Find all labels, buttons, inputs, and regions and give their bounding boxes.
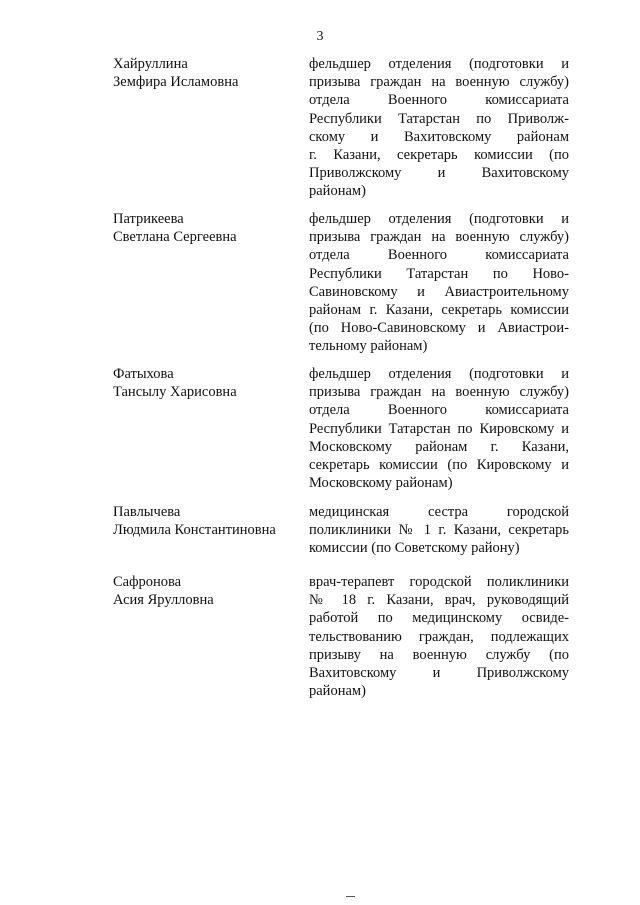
role-line: Республики Татарстан по Приволж- <box>309 110 569 127</box>
role-line: Республики Татарстан по Кировскому и <box>309 420 569 437</box>
member-given-names: Тансылу Харисовна <box>113 384 237 400</box>
role-line: медицинская сестра городской <box>309 504 569 520</box>
member-given-names: Людмила Константиновна <box>113 522 276 538</box>
role-line: № 18 г. Казани, врач, руководящий <box>309 592 569 609</box>
role-line: комиссии (по Советскому району) <box>309 540 520 557</box>
page-number: 3 <box>316 29 324 44</box>
role-line: Савиновскому и Авиастроительному <box>309 283 569 300</box>
role-line: отдела Военного комиссариата <box>309 402 569 419</box>
role-line: районам) <box>309 183 366 200</box>
member-role <box>309 365 569 492</box>
role-line: отдела Военного комиссариата <box>309 92 569 109</box>
role-line: призыва граждан на военную службу) <box>309 74 569 91</box>
role-line: призыву на военную службу (по <box>309 646 569 663</box>
role-line: секретарь комиссии (по Кировскому и <box>309 456 569 473</box>
role-line: тельствованию граждан, подлежащих <box>309 628 569 645</box>
role-line: фельдшер отделения (подготовки и <box>309 56 569 72</box>
member-surname: Патрикеева <box>113 211 184 227</box>
member-given-names: Земфира Исламовна <box>113 74 239 90</box>
role-line: Республики Татарстан по Ново- <box>309 265 569 282</box>
member-surname: Павлычева <box>113 504 181 520</box>
member-given-names: Асия Ярулловна <box>113 592 214 608</box>
member-role <box>309 210 569 356</box>
member-role <box>309 55 569 201</box>
role-line: поликлиники № 1 г. Казани, секретарь <box>309 522 569 539</box>
member-name <box>113 503 298 539</box>
role-line: (по Ново-Савиновскому и Авиастрои- <box>309 320 569 337</box>
role-line: районам) <box>309 683 366 700</box>
role-line: врач-терапевт городской поликлиники <box>309 574 569 590</box>
member-role <box>309 503 569 558</box>
role-line: г. Казани, секретарь комиссии (по <box>309 146 569 163</box>
role-line: фельдшер отделения (подготовки и <box>309 211 569 227</box>
member-surname: Сафронова <box>113 574 182 590</box>
role-line: тельному районам) <box>309 338 428 355</box>
role-line: Московскому районам г. Казани, <box>309 438 569 455</box>
role-line: Приволжскому и Вахитовскому <box>309 165 569 182</box>
role-line: отдела Военного комиссариата <box>309 247 569 264</box>
page-footer-dash <box>346 896 355 897</box>
role-line: работой по медицинскому освиде- <box>309 610 569 627</box>
member-surname: Фатыхова <box>113 366 174 382</box>
member-surname: Хайруллина <box>113 56 188 72</box>
member-given-names: Светлана Сергеевна <box>113 229 237 245</box>
member-role <box>309 573 569 700</box>
member-name <box>113 210 298 246</box>
role-line: Вахитовскому и Приволжскому <box>309 664 569 681</box>
member-name <box>113 55 298 91</box>
member-name <box>113 573 298 609</box>
role-line: Московскому районам) <box>309 475 453 492</box>
role-line: районам г. Казани, секретарь комиссии <box>309 301 569 318</box>
role-line: призыва граждан на военную службу) <box>309 229 569 246</box>
member-name <box>113 365 298 401</box>
role-line: призыва граждан на военную службу) <box>309 384 569 401</box>
role-line: скому и Вахитовскому районам <box>309 128 569 145</box>
role-line: фельдшер отделения (подготовки и <box>309 366 569 382</box>
